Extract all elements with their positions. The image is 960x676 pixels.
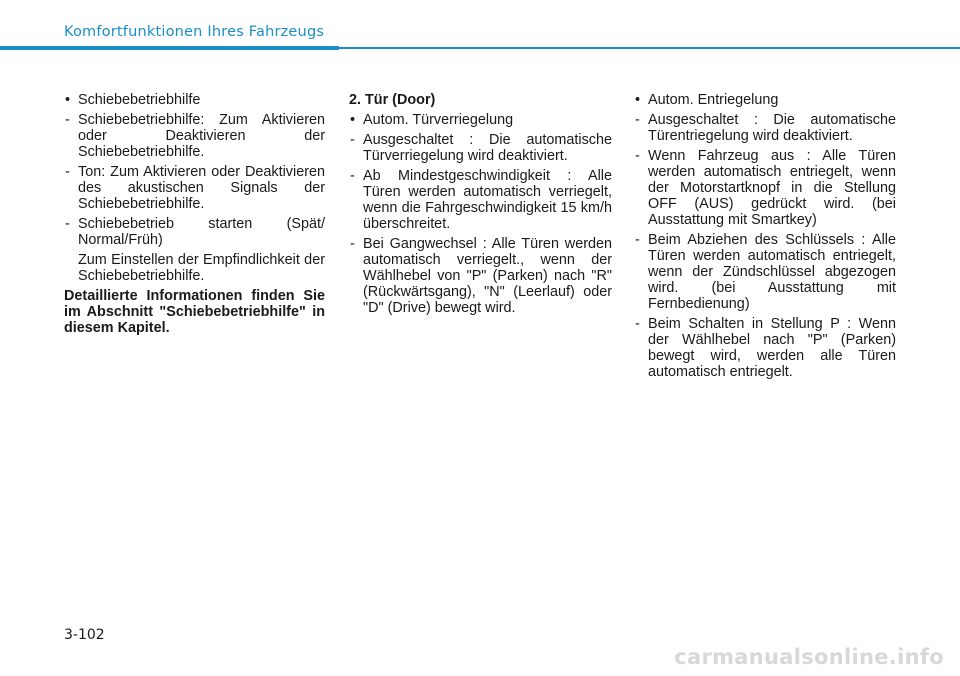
- list-item: - Ton: Zum Aktivieren oder Deaktivieren des akustischen Signals der Schiebebetriebhilfe.: [64, 164, 325, 212]
- list-item: - Schiebebetrieb starten (Spät/ Normal/Früh): [64, 216, 325, 248]
- list-item: - Ausgeschaltet : Die automatische Türentriegelung wird deaktiviert.: [634, 112, 896, 144]
- list-item: - Wenn Fahrzeug aus : Alle Türen werden automatisch entriegelt, wenn der Motorstartknopf in die Stellung OFF (AUS) gedrückt wird. (bei Ausstattung mit Smartkey): [634, 148, 896, 228]
- list-item: - Ab Mindestgeschwindigkeit : Alle Türen werden automatisch verriegelt, wenn die Fahrgeschwindigkeit 15 km/h überschreitet.: [349, 168, 612, 232]
- list-item: - Beim Schalten in Stellung P : Wenn der Wählhebel nach "P" (Parken) bewegt wird, werden alle Türen automatisch entriegelt.: [634, 316, 896, 380]
- column-1: [64, 92, 325, 340]
- bullet-schiebebetriebhilfe: • Schiebebetriebhilfe: [64, 92, 325, 108]
- header-title: Komfortfunktionen Ihres Fahrzeugs: [64, 24, 325, 40]
- page-number: 3-102: [64, 627, 105, 643]
- list-item-note: Zum Einstellen der Empfindlichkeit der Schiebebetriebhilfe.: [78, 252, 325, 284]
- list-item: - Schiebebetriebhilfe: Zum Aktivieren oder Deaktivieren der Schiebebetriebhilfe.: [64, 112, 325, 160]
- list-item: - Beim Abziehen des Schlüssels : Alle Türen werden automatisch entriegelt, wenn der Zündschlüssel abgezogen wird. (bei Ausstattung mit Fernbedienung): [634, 232, 896, 312]
- column-2: [349, 92, 612, 320]
- watermark: carmanualsonline.info: [674, 645, 944, 669]
- column-3: [634, 92, 896, 384]
- bullet-tuerverriegelung: • Autom. Türverriegelung: [349, 112, 612, 128]
- header-rule-thin: [339, 47, 960, 49]
- reference-note: Detaillierte Informationen finden Sie im Abschnitt "Schiebebetriebhilfe" in diesem Kapitel.: [64, 288, 325, 336]
- section-heading: 2. Tür (Door): [349, 92, 436, 108]
- bullet-entriegelung: • Autom. Entriegelung: [634, 92, 896, 108]
- list-item: - Ausgeschaltet : Die automatische Türverriegelung wird deaktiviert.: [349, 132, 612, 164]
- header-rule-thick: [0, 46, 339, 50]
- list-item: - Bei Gangwechsel : Alle Türen werden automatisch verriegelt., wenn der Wählhebel von "P" (Parken) nach "R" (Rückwärtsgang), "N" (Leerlauf) oder "D" (Drive) bewegt wird.: [349, 236, 612, 316]
